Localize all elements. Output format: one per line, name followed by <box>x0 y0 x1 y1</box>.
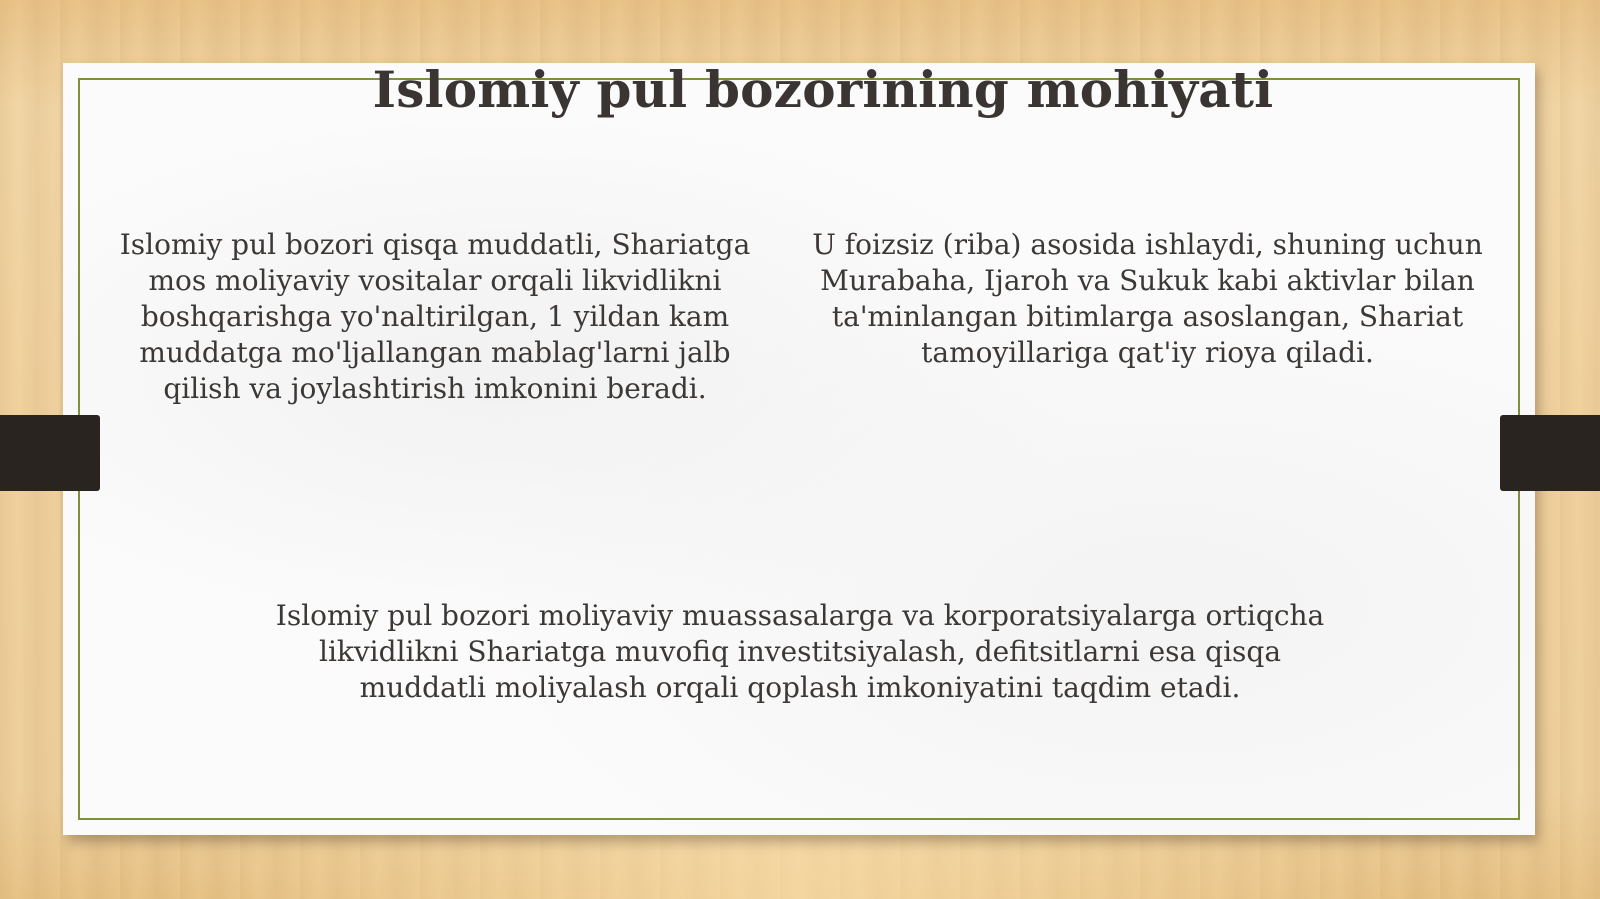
paragraph-bottom: Islomiy pul bozori moliyaviy muassasalarga va korporatsiyalarga ortiqcha likvidlikni Shariatga muvofiq investitsiyalash, defitsitlarni esa qisqa muddatli moliyalash orqali qoplash imkoniyatini taqdim etadi. <box>275 599 1325 704</box>
slide-border-frame <box>78 78 1520 820</box>
paragraph-left: Islomiy pul bozori qisqa muddatli, Shariatga mos moliyaviy vositalar orqali likvidlikni boshqarishga yo'naltirilgan, 1 yildan kam muddatga mo'ljallangan mablag'larni jalb qilish va joylashtirish imkonini beradi. <box>119 228 751 405</box>
left-binder-tab <box>0 415 100 491</box>
slide-card <box>63 63 1535 835</box>
slide-title: Islomiy pul bozorining mohiyati <box>372 60 1274 119</box>
right-binder-tab <box>1500 415 1600 491</box>
paragraph-right: U foizsiz (riba) asosida ishlaydi, shuning uchun Murabaha, Ijaroh va Sukuk kabi aktivlar bilan ta'minlangan bitimlarga asoslangan, Shariat tamoyillariga qat'iy rioya qiladi. <box>812 228 1483 369</box>
